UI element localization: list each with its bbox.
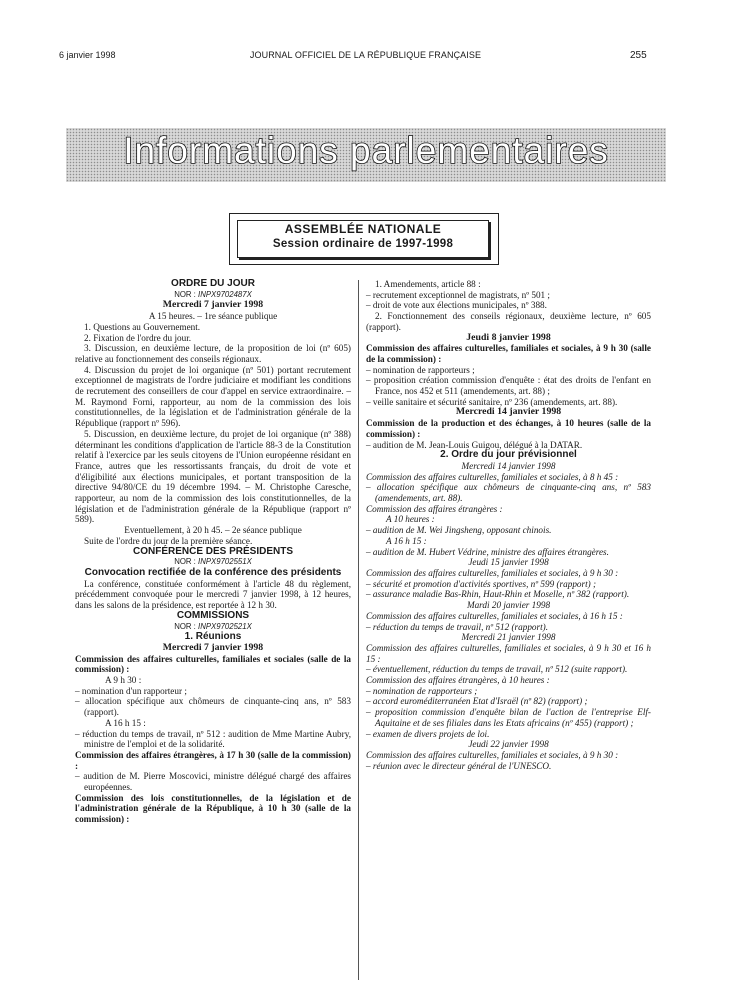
agenda-item: 3. Discussion, en deuxième lecture, de la proposition de loi (nº 605) relative au fonctionnement des conseils régionaux. xyxy=(75,343,351,364)
forecast-date: Mardi 20 janvier 1998 xyxy=(466,600,551,611)
page-header xyxy=(0,50,731,64)
sitting-time: A 15 heures. – 1re séance publique xyxy=(148,311,278,322)
list-item: – proposition création commission d'enquête : état des droits de l'enfant en France, nos 452 et 511 (amendements, art. 88) ; xyxy=(366,375,651,397)
list-item: – nomination d'un rapporteur ; xyxy=(75,685,187,696)
journal-title: JOURNAL OFFICIEL DE LA RÉPUBLIQUE FRANÇAISE xyxy=(249,50,482,60)
list-item: – audition de M. Jean-Louis Guigou, délégué à la DATAR. xyxy=(366,439,583,450)
list-item: – allocation spécifique aux chômeurs de cinquante-cinq ans, nº 583 (rapport). xyxy=(75,696,351,718)
commission-entry: Commission des affaires culturelles, familiales et sociales, à 8 h 45 : xyxy=(366,471,619,482)
list-item: – audition de M. Hubert Védrine, ministre des affaires étrangères. xyxy=(366,546,609,557)
left-column xyxy=(75,279,351,825)
agenda-item: 2. Fixation de l'ordre du jour. xyxy=(84,332,192,343)
commission-entry: Commission des affaires culturelles, familiales et sociales, à 9 h 30 : xyxy=(366,749,619,760)
list-item: – réduction du temps de travail, nº 512 : audition de Mme Martine Aubry, ministre de l'emploi et de la solidarité. xyxy=(75,728,351,750)
list-item: – droit de vote aux élections municipales, nº 388. xyxy=(366,300,547,311)
list-item: – audition de M. Wei Jingsheng, opposant chinois. xyxy=(366,525,552,536)
convocation-heading: Convocation rectifiée de la conférence des présidents xyxy=(84,566,342,578)
list-item: – examen de divers projets de loi. xyxy=(366,728,490,739)
page-number: 255 xyxy=(630,50,647,61)
commission-entry: Commission des affaires culturelles, familiales et sociales, à 9 h 30 (salle de la commission) : xyxy=(366,343,651,364)
list-item: – sécurité et promotion d'activités sportives, nº 599 (rapport) ; xyxy=(366,578,597,589)
header-date: 6 janvier 1998 xyxy=(59,50,116,60)
ordre-previsionnel-heading: 2. Ordre du jour prévisionnel xyxy=(440,449,577,461)
ordre-du-jour-heading: ORDRE DU JOUR xyxy=(171,278,255,289)
conference-heading: CONFÉRENCE DES PRÉSIDENTS xyxy=(132,545,294,557)
list-item: 2. Fonctionnement des conseils régionaux, deuxième lecture, nº 605 (rapport). xyxy=(366,311,651,332)
column-divider xyxy=(358,280,359,980)
assembly-box xyxy=(237,220,489,258)
list-item: – allocation spécifique aux chômeurs de cinquante-cinq ans, nº 583 (amendements, art. 88). xyxy=(366,482,651,504)
nor-reference: NOR : INPX9702487X xyxy=(174,289,252,299)
forecast-date: Jeudi 15 janvier 1998 xyxy=(468,557,549,568)
commission-entry: Commission des affaires étrangères, à 17 h 30 (salle de la commission) : xyxy=(75,749,351,771)
commission-entry: Commission des affaires culturelles, familiales et sociales (salle de la commission) : xyxy=(75,653,351,675)
list-item: – éventuellement, réduction du temps de travail, nº 512 (suite rapport). xyxy=(366,664,628,675)
right-column xyxy=(366,279,651,771)
commission-entry: Commission des affaires culturelles, familiales et sociales, à 9 h 30 : xyxy=(366,567,619,578)
list-item: – veille sanitaire et sécurité sanitaire, nº 236 (amendements, art. 88). xyxy=(366,396,618,407)
list-item: – assurance maladie Bas-Rhin, Haut-Rhin et Moselle, nº 382 (rapport). xyxy=(366,589,630,600)
list-item: – recrutement exceptionnel de magistrats, nº 501 ; xyxy=(366,289,550,300)
list-item: – réunion avec le directeur général de l'UNESCO. xyxy=(366,760,552,771)
list-item: – accord euroméditerranéen Etat d'Israël (nº 82) (rapport) ; xyxy=(366,696,588,707)
meeting-date: Mercredi 14 janvier 1998 xyxy=(455,406,562,418)
meeting-time: A 9 h 30 : xyxy=(105,675,142,686)
meeting-date: Jeudi 8 janvier 1998 xyxy=(466,331,551,343)
forecast-date: Jeudi 22 janvier 1998 xyxy=(468,739,549,750)
nor-reference: NOR : INPX9702521X xyxy=(174,621,252,631)
commission-entry: Commission des affaires étrangères : xyxy=(366,503,503,514)
meeting-time: A 16 h 15 : xyxy=(105,717,146,728)
list-item: – réduction du temps de travail, nº 512 (rapport). xyxy=(366,621,548,632)
commission-entry: Commission des affaires culturelles, familiales et sociales, à 9 h 30 et 16 h 15 : xyxy=(366,642,651,664)
agenda-item: 1. Questions au Gouvernement. xyxy=(84,321,201,332)
agenda-note: Suite de l'ordre du jour de la première séance. xyxy=(84,535,253,546)
banner-title: Informations parlementaires xyxy=(123,130,609,171)
section-banner xyxy=(66,128,666,182)
session-name: Session ordinaire de 1997-1998 xyxy=(272,238,454,250)
commission-entry: Commission des affaires étrangères, à 10 heures : xyxy=(366,675,550,686)
meeting-time: A 10 heures : xyxy=(386,514,435,525)
reunions-heading: 1. Réunions xyxy=(184,631,242,643)
forecast-date: Mercredi 21 janvier 1998 xyxy=(461,632,556,643)
sitting-time: Eventuellement, à 20 h 45. – 2e séance publique xyxy=(124,525,302,536)
commissions-heading: COMMISSIONS xyxy=(176,609,250,621)
list-item: – proposition commission d'enquête bilan de l'action de l'entreprise Elf-Aquitaine et de ses filiales dans les Etats africains (nº 455) (rapport) ; xyxy=(366,707,651,728)
agenda-item: 5. Discussion, en deuxième lecture, du projet de loi organique (nº 388) déterminant les conditions d'application de l'article 88-3 de la Constitution relatif à l'exercice par les seuls citoyens de l'Union européenne résidant en France, autres que les ressortissants français, du droit de vote et d'éligibilité aux élections municipales, et portant transposition de la directive 94/80/CE du 19 décembre 1994. – M. Christophe Caresche, rapporteur, au nom de la commission des lois constitutionnelles, de la législation et de l'administration générale de la République (rapport nº 589). xyxy=(75,428,351,525)
agenda-item: 4. Discussion du projet de loi organique (nº 501) portant recrutement exceptionnel de magistrats de l'ordre judiciaire et modifiant les conditions de recrutement des conseillers de cour d'appel en service extraordinaire. – M. Raymond Forni, rapporteur, au nom de la commission des lois constitutionnelles, de la législation et de l'administration générale de la République (rapport nº 596). xyxy=(75,364,351,429)
list-item: – nomination de rapporteurs ; xyxy=(366,364,475,375)
list-item: – nomination de rapporteurs ; xyxy=(366,685,478,696)
forecast-date: Mercredi 14 janvier 1998 xyxy=(461,460,556,471)
assembly-name: ASSEMBLÉE NATIONALE xyxy=(284,222,442,236)
list-item: – audition de M. Pierre Moscovici, ministre délégué chargé des affaires européennes. xyxy=(75,771,351,793)
meeting-date: Mercredi 7 janvier 1998 xyxy=(162,641,264,653)
commission-entry: Commission des affaires culturelles, familiales et sociales, à 16 h 15 : xyxy=(366,610,623,621)
list-item: 1. Amendements, article 88 : xyxy=(375,279,481,289)
sitting-date: Mercredi 7 janvier 1998 xyxy=(162,299,264,311)
commission-entry: Commission des lois constitutionnelles, de la législation et de l'administration générale de la République, à 10 h 30 (salle de la commission) : xyxy=(75,792,351,825)
meeting-time: A 16 h 15 : xyxy=(386,535,427,546)
commission-entry: Commission de la production et des échanges, à 10 heures (salle de la commission) : xyxy=(366,418,651,439)
nor-reference: NOR : INPX9702551X xyxy=(174,557,252,567)
convocation-text: La conférence, constituée conformément à l'article 48 du règlement, précédemment convoquée pour le mercredi 7 janvier 1998, à 12 heures, dans les salons de la présidence, est reportée à 12 h 30. xyxy=(75,578,351,611)
